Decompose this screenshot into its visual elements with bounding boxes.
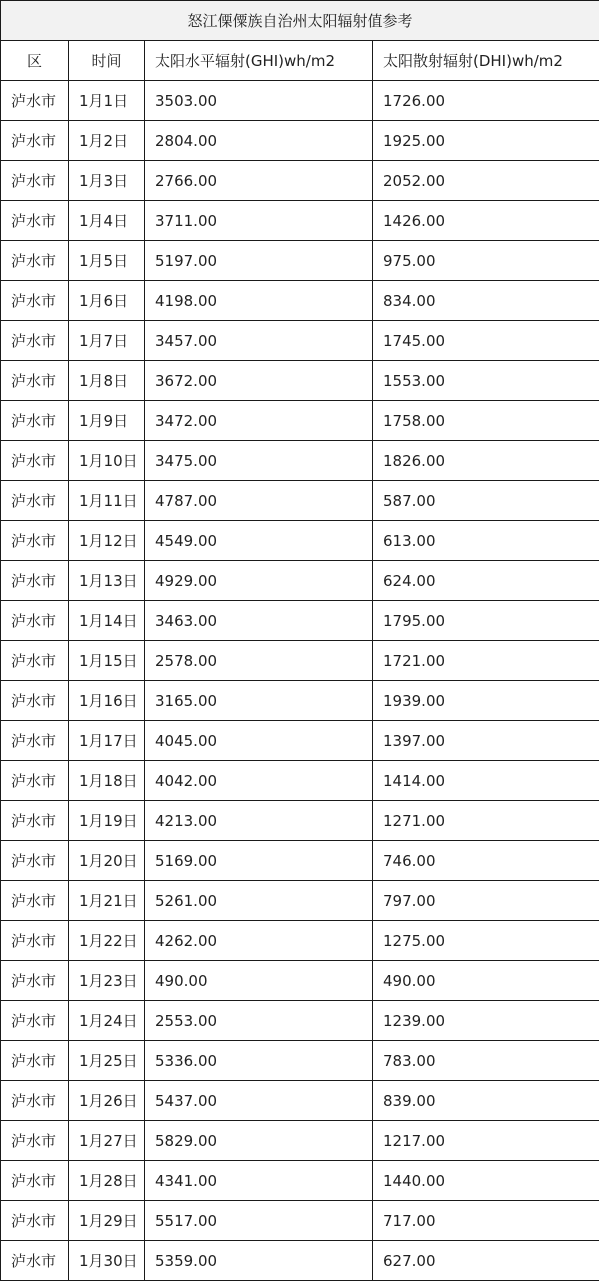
table-row bbox=[1, 361, 599, 401]
cell-dhi: 1939.00 bbox=[373, 681, 599, 721]
cell-date: 1月14日 bbox=[69, 601, 145, 641]
cell-dhi: 624.00 bbox=[373, 561, 599, 601]
table-row bbox=[1, 1121, 599, 1161]
cell-district: 泸水市 bbox=[1, 201, 69, 241]
table-row bbox=[1, 1201, 599, 1241]
cell-dhi: 490.00 bbox=[373, 961, 599, 1001]
column-header-ghi: 太阳水平辐射(GHI)wh/m2 bbox=[145, 41, 373, 81]
cell-dhi: 587.00 bbox=[373, 481, 599, 521]
cell-ghi: 5437.00 bbox=[145, 1081, 373, 1121]
cell-date: 1月28日 bbox=[69, 1161, 145, 1201]
cell-date: 1月25日 bbox=[69, 1041, 145, 1081]
cell-dhi: 1553.00 bbox=[373, 361, 599, 401]
table-row bbox=[1, 321, 599, 361]
cell-dhi: 1745.00 bbox=[373, 321, 599, 361]
table-row bbox=[1, 601, 599, 641]
cell-date: 1月20日 bbox=[69, 841, 145, 881]
cell-district: 泸水市 bbox=[1, 161, 69, 201]
cell-date: 1月11日 bbox=[69, 481, 145, 521]
cell-dhi: 627.00 bbox=[373, 1241, 599, 1281]
cell-date: 1月17日 bbox=[69, 721, 145, 761]
cell-district: 泸水市 bbox=[1, 241, 69, 281]
cell-date: 1月9日 bbox=[69, 401, 145, 441]
cell-district: 泸水市 bbox=[1, 1041, 69, 1081]
cell-district: 泸水市 bbox=[1, 561, 69, 601]
cell-district: 泸水市 bbox=[1, 961, 69, 1001]
cell-ghi: 2578.00 bbox=[145, 641, 373, 681]
cell-date: 1月8日 bbox=[69, 361, 145, 401]
cell-date: 1月2日 bbox=[69, 121, 145, 161]
cell-ghi: 5829.00 bbox=[145, 1121, 373, 1161]
cell-dhi: 1414.00 bbox=[373, 761, 599, 801]
cell-date: 1月1日 bbox=[69, 81, 145, 121]
cell-ghi: 4549.00 bbox=[145, 521, 373, 561]
table-row bbox=[1, 401, 599, 441]
cell-dhi: 783.00 bbox=[373, 1041, 599, 1081]
cell-district: 泸水市 bbox=[1, 1161, 69, 1201]
cell-date: 1月5日 bbox=[69, 241, 145, 281]
cell-date: 1月4日 bbox=[69, 201, 145, 241]
cell-district: 泸水市 bbox=[1, 761, 69, 801]
cell-district: 泸水市 bbox=[1, 1001, 69, 1041]
table-row bbox=[1, 281, 599, 321]
table-row bbox=[1, 1081, 599, 1121]
cell-district: 泸水市 bbox=[1, 281, 69, 321]
cell-ghi: 4929.00 bbox=[145, 561, 373, 601]
cell-district: 泸水市 bbox=[1, 441, 69, 481]
table-row bbox=[1, 1241, 599, 1281]
table-title-row bbox=[1, 1, 599, 41]
cell-dhi: 2052.00 bbox=[373, 161, 599, 201]
cell-dhi: 975.00 bbox=[373, 241, 599, 281]
cell-ghi: 3463.00 bbox=[145, 601, 373, 641]
cell-district: 泸水市 bbox=[1, 841, 69, 881]
cell-date: 1月22日 bbox=[69, 921, 145, 961]
table-row bbox=[1, 681, 599, 721]
cell-district: 泸水市 bbox=[1, 721, 69, 761]
cell-dhi: 1239.00 bbox=[373, 1001, 599, 1041]
cell-dhi: 746.00 bbox=[373, 841, 599, 881]
cell-date: 1月27日 bbox=[69, 1121, 145, 1161]
cell-ghi: 4262.00 bbox=[145, 921, 373, 961]
cell-district: 泸水市 bbox=[1, 801, 69, 841]
cell-date: 1月21日 bbox=[69, 881, 145, 921]
cell-dhi: 613.00 bbox=[373, 521, 599, 561]
cell-district: 泸水市 bbox=[1, 641, 69, 681]
cell-date: 1月23日 bbox=[69, 961, 145, 1001]
table-row bbox=[1, 721, 599, 761]
cell-district: 泸水市 bbox=[1, 1241, 69, 1281]
cell-ghi: 4198.00 bbox=[145, 281, 373, 321]
table-body bbox=[1, 81, 599, 1281]
table-row bbox=[1, 801, 599, 841]
table-row bbox=[1, 441, 599, 481]
cell-ghi: 490.00 bbox=[145, 961, 373, 1001]
table-row bbox=[1, 481, 599, 521]
cell-date: 1月7日 bbox=[69, 321, 145, 361]
cell-district: 泸水市 bbox=[1, 321, 69, 361]
cell-ghi: 3165.00 bbox=[145, 681, 373, 721]
cell-date: 1月19日 bbox=[69, 801, 145, 841]
table-row bbox=[1, 841, 599, 881]
cell-district: 泸水市 bbox=[1, 881, 69, 921]
cell-dhi: 1826.00 bbox=[373, 441, 599, 481]
cell-ghi: 4045.00 bbox=[145, 721, 373, 761]
table-row bbox=[1, 921, 599, 961]
cell-date: 1月16日 bbox=[69, 681, 145, 721]
cell-dhi: 1440.00 bbox=[373, 1161, 599, 1201]
cell-district: 泸水市 bbox=[1, 401, 69, 441]
cell-dhi: 717.00 bbox=[373, 1201, 599, 1241]
cell-date: 1月12日 bbox=[69, 521, 145, 561]
table-header-row bbox=[1, 41, 599, 81]
table-row bbox=[1, 561, 599, 601]
cell-district: 泸水市 bbox=[1, 121, 69, 161]
cell-district: 泸水市 bbox=[1, 81, 69, 121]
cell-dhi: 797.00 bbox=[373, 881, 599, 921]
cell-date: 1月15日 bbox=[69, 641, 145, 681]
cell-dhi: 1275.00 bbox=[373, 921, 599, 961]
cell-date: 1月13日 bbox=[69, 561, 145, 601]
cell-dhi: 1795.00 bbox=[373, 601, 599, 641]
cell-ghi: 2766.00 bbox=[145, 161, 373, 201]
table-row bbox=[1, 241, 599, 281]
cell-date: 1月3日 bbox=[69, 161, 145, 201]
cell-district: 泸水市 bbox=[1, 601, 69, 641]
column-header-dhi: 太阳散射辐射(DHI)wh/m2 bbox=[373, 41, 599, 81]
cell-dhi: 1426.00 bbox=[373, 201, 599, 241]
cell-ghi: 3457.00 bbox=[145, 321, 373, 361]
cell-district: 泸水市 bbox=[1, 1121, 69, 1161]
cell-ghi: 4042.00 bbox=[145, 761, 373, 801]
cell-ghi: 5359.00 bbox=[145, 1241, 373, 1281]
table-row bbox=[1, 201, 599, 241]
table-row bbox=[1, 961, 599, 1001]
table-row bbox=[1, 521, 599, 561]
cell-district: 泸水市 bbox=[1, 1201, 69, 1241]
cell-ghi: 4341.00 bbox=[145, 1161, 373, 1201]
cell-date: 1月18日 bbox=[69, 761, 145, 801]
table-row bbox=[1, 641, 599, 681]
table-row bbox=[1, 1001, 599, 1041]
cell-dhi: 1217.00 bbox=[373, 1121, 599, 1161]
cell-ghi: 3503.00 bbox=[145, 81, 373, 121]
cell-district: 泸水市 bbox=[1, 681, 69, 721]
cell-date: 1月29日 bbox=[69, 1201, 145, 1241]
cell-date: 1月30日 bbox=[69, 1241, 145, 1281]
cell-date: 1月24日 bbox=[69, 1001, 145, 1041]
cell-dhi: 1397.00 bbox=[373, 721, 599, 761]
cell-ghi: 3711.00 bbox=[145, 201, 373, 241]
cell-dhi: 834.00 bbox=[373, 281, 599, 321]
table-row bbox=[1, 161, 599, 201]
cell-dhi: 1726.00 bbox=[373, 81, 599, 121]
cell-district: 泸水市 bbox=[1, 481, 69, 521]
cell-district: 泸水市 bbox=[1, 921, 69, 961]
cell-ghi: 3472.00 bbox=[145, 401, 373, 441]
table-row bbox=[1, 881, 599, 921]
cell-ghi: 5197.00 bbox=[145, 241, 373, 281]
cell-district: 泸水市 bbox=[1, 361, 69, 401]
column-header-district: 区 bbox=[1, 41, 69, 81]
cell-dhi: 1758.00 bbox=[373, 401, 599, 441]
cell-ghi: 5517.00 bbox=[145, 1201, 373, 1241]
cell-dhi: 1721.00 bbox=[373, 641, 599, 681]
cell-ghi: 2804.00 bbox=[145, 121, 373, 161]
cell-ghi: 2553.00 bbox=[145, 1001, 373, 1041]
cell-ghi: 5261.00 bbox=[145, 881, 373, 921]
cell-date: 1月10日 bbox=[69, 441, 145, 481]
cell-district: 泸水市 bbox=[1, 1081, 69, 1121]
cell-ghi: 5336.00 bbox=[145, 1041, 373, 1081]
cell-dhi: 839.00 bbox=[373, 1081, 599, 1121]
cell-date: 1月6日 bbox=[69, 281, 145, 321]
cell-district: 泸水市 bbox=[1, 521, 69, 561]
table-title: 怒江傈僳族自治州太阳辐射值参考 bbox=[1, 1, 599, 41]
cell-ghi: 3475.00 bbox=[145, 441, 373, 481]
cell-ghi: 4787.00 bbox=[145, 481, 373, 521]
column-header-date: 时间 bbox=[69, 41, 145, 81]
cell-dhi: 1925.00 bbox=[373, 121, 599, 161]
table-row bbox=[1, 121, 599, 161]
table-row bbox=[1, 81, 599, 121]
cell-dhi: 1271.00 bbox=[373, 801, 599, 841]
table-row bbox=[1, 761, 599, 801]
table-row bbox=[1, 1161, 599, 1201]
cell-ghi: 3672.00 bbox=[145, 361, 373, 401]
cell-ghi: 4213.00 bbox=[145, 801, 373, 841]
table-row bbox=[1, 1041, 599, 1081]
cell-ghi: 5169.00 bbox=[145, 841, 373, 881]
cell-date: 1月26日 bbox=[69, 1081, 145, 1121]
